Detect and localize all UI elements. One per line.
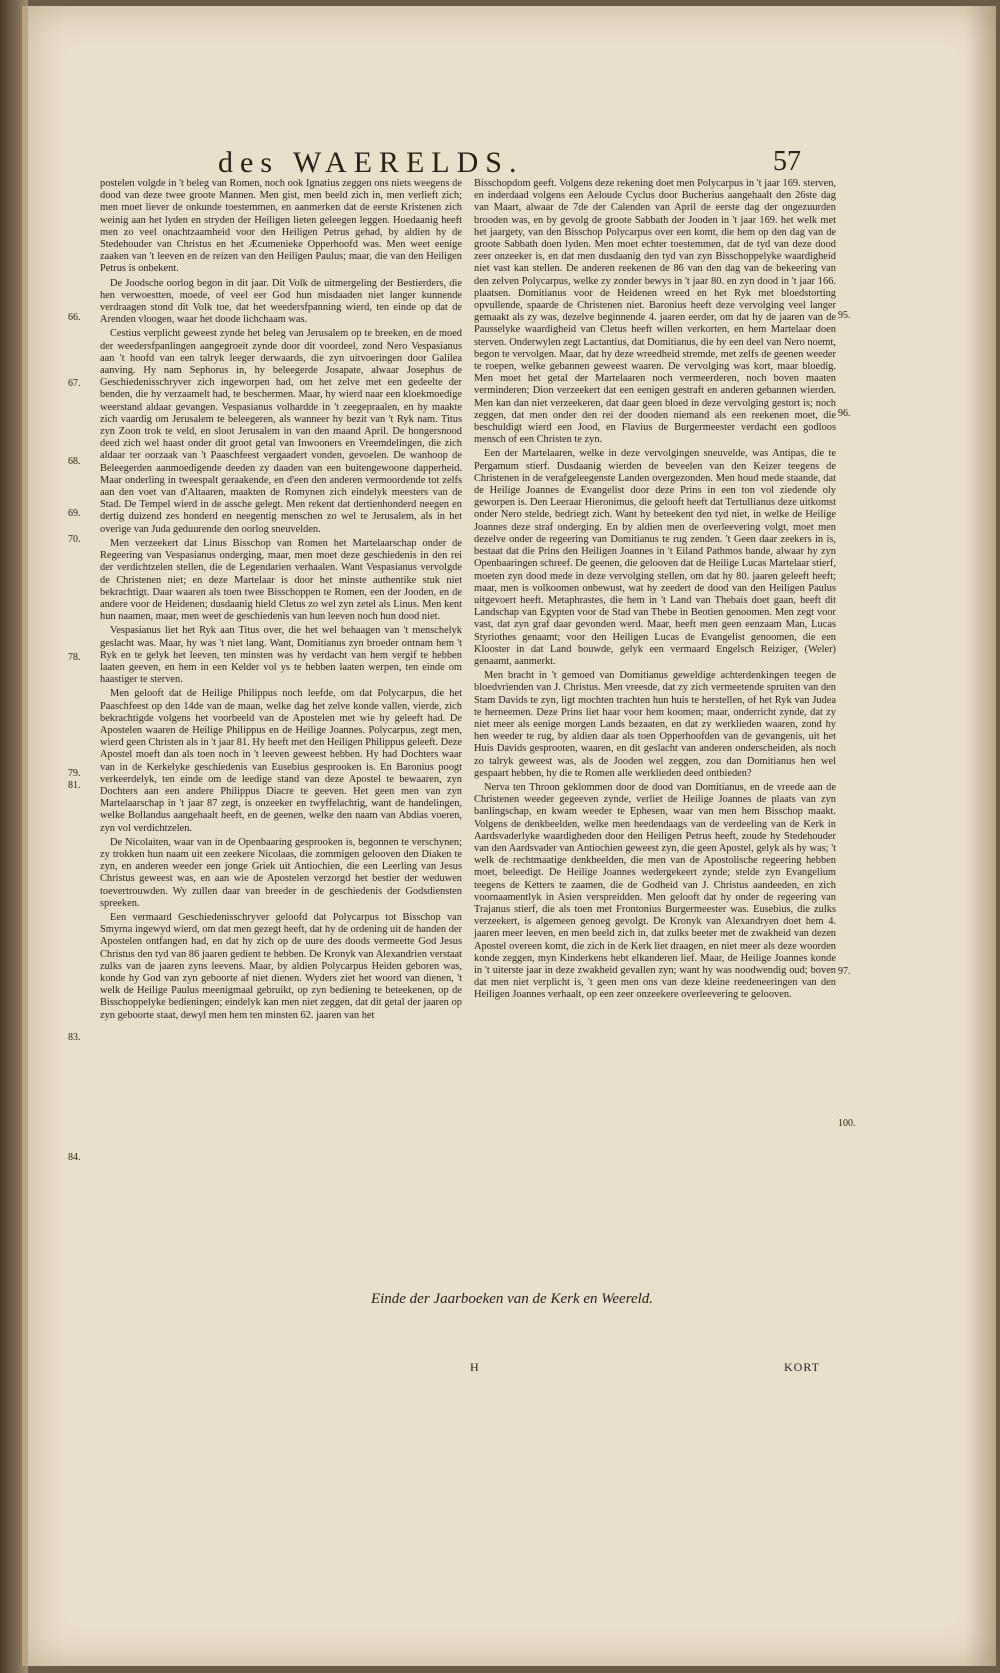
margin-note: 68. <box>68 456 81 467</box>
running-title: des WAERELDS. <box>218 146 524 179</box>
paragraph: De Nicolaiten, waar van in de Openbaaring gesprooken is, begonnen te verschynen; zy trokken hun naam uit een zeekere Nicolaas, die zommigen gelooven den Diaken te zyn, en anderen weeder een jonge Griek uit Antiochien, die een Leerling van Jesus Christus geweest was, en aan wie de Apostelen verzorgd het bestier der weduwen toevertrouwden. Wy zullen daar van breeder in de geschiedenis der Godsdiensten spreeken. <box>100 836 462 909</box>
end-note: Einde der Jaarboeken van de Kerk en Weereld. <box>370 1291 654 1307</box>
margin-note: 95. <box>838 310 851 321</box>
margin-note: 66. <box>68 312 81 323</box>
margin-note: 67. <box>68 378 81 389</box>
paragraph: Een der Martelaaren, welke in deze vervolgingen sneuvelde, was Antipas, die te Pergamum stierf. Dusdaanig wierden de beveelen van den Keizer teegens de Christenen in de verafgeleegenste Landen overgezonden. Men houd mede staande, dat de Heilige Joannes de Evangelist door deze Prins in een ton vol ziedende oly geworpen is. Den Leeraar Hieronimus, die gelooft heeft dat Tertullianus deze uitkomst onder Nero stelde, bedriegt zich. Want hy beteekent den tyd niet, in welke de Heilige Joannes deze straf onderging. En by aldien men de overleevering volgt, moet men dezelve onder de regeering van Domitianus te rug zenden. 't Geen daar zeekers in is, bestaat dat die Prins den Heiligen Joannes in 't Eiland Pathmos bande, alwaar hy zyn Openbaaringen schreef. De geenen, die gelooven dat de Heilige Lucas Martelaar stierf, moeten zyn dood mede in deze vervolging stellen, om dat hy 80. jaaren geleeft heeft; maar, men is volkoomen onbewust, wat hy zeedert de dood van den Heiligen Paulus uitgevoert heeft. Metaphrastes, die hem in 't Land van Thebais doet gaan, heeft dit Landschap van Egypten voor de Stad van Thebe in Beotien genoomen. Men zegt voor vast, dat zyn graf daar gevonden werd. Maar, heeft men geen eenzaam Man, Lucas Styriothes genaamt; voor den Heiligen Lucas de Evangelist genoomen, die een Klooster in dat Land bouwde, gelyk een vermaard Engelsch Reiziger, (Weler) genaamt, aanmerkt. <box>474 448 836 667</box>
paragraph: Vespasianus liet het Ryk aan Titus over, die het wel behaagen van 't menschelyk geslacht was. Maar, hy was 't niet lang. Want, Domitianus zyn broeder ontnam hem 't Ryk en te gelyk het leeven, ten minsten was hy verdacht van hem vergif te hebben laaten geeven, en hem in een Kelder vol ys te hebben laaten werpen, ten einde om haastiger te sterven. <box>100 625 462 686</box>
paragraph: Men bracht in 't gemoed van Domitianus geweldige achterdenkingen teegen de bloedvrienden van J. Christus. Men vreesde, dat zy zich vermeetende spruiten van den Stam Davids te zyn, ligt mochten trachten hun huis te herstellen, of het Ryk van Judea te herneemen. Deze Prins liet haar voor hem koomen; maar, onderricht zynde, dat zy niet meer als eenige morgen Lands bezaaten, en dat zy werklieden waaren, zond hy hen weeder te rug, by aldien daar als toen Opperhoofden van de gevangenis, uit het Huis Davids gesprooten, waaren, en dit geslacht van anderen onderscheiden, als noch zo talryk geweest was, als de Jooden wel zeggen, zou dan Domitianus hen wel gespaart hebben, hy die te Romen alle werklieden deed ontbieden? <box>474 670 836 779</box>
paragraph: Men gelooft dat de Heilige Philippus noch leefde, om dat Polycarpus, die het Paaschfeest op den 14de van de maan, welke dag het zelve konde vallen, vierde, zich bekrachtigde volgens het voorbeeld van de Apostelen met wie hy geleeft had. De Apostelen waaren de Heilige Philippus en de Heilige Joannes. Polycarpus, zegt men, wierd geen Christen als in 't jaar 81. Hy heeft met den Heiligen Philippus geleeft. Deze Apostel moeft dan als toen noch in 't leeven geweest hebben. Hy had Dochters waar van in de Kerkelyke geschiedenis van Eusebius gesprooken is. En Baronius poogt verkeerdelyk, ten einde om de leedige stand van deze Apostel te bewaaren, zyn Dochters aan een andere Philippus Diacre te geeven. Het geen men van zyn Martelaarschap in 't jaar 87 zegt, is onzeeker en twyffelachtig, want de handelingen, welke Bollandus aangehaalt heeft, en de geenen, welke den naam van Abdias voeren, zyn vol verdichtzelen. <box>100 688 462 834</box>
paragraph: Bisschopdom geeft. Volgens deze rekening doet men Polycarpus in 't jaar 169. sterven, en inderdaad volgens een Aeloude Cyclus door Bucherius aangehaalt den 26ste dag van Maart, alwaar de 7de der Calenden van April de eerste dag der ongezuurden brooden was, en by gevolg de groote Sabbath der Jooden in 't jaar 169. het welk met het jaargety, van den Bisschop Polycarpus over een komt, die hem op den dag van de groote Sabbath doen lyden. Men moet echter toestemmen, dat de tyd van deze dood zeer onzeeker is, en dat men dusdaanig den tyd van zyn Bisschoppelyke waardigheid niet vast kan stellen. De anderen reekenen de 86 van den dag van de bekeering van den zelven Polycarpus, welke zy zonder bewys in 't jaar 80. en zyn dood in 't jaar 166. plaatsen. Domitianus voor de Heidenen wreed en het Ryk met bloedstorting opvullende, spaarde de Christenen niet. Baronius heeft deze vervolging veel langer gemaakt als zy was, dezelve beginnende 4. jaaren eerder, om dat hy de jaaren van de Pausselyke waardigheid van Cletus heeft willen verkorten, en hem Martelaar doen sterven. Onderwylen zegt Lactantius, dat Domitianus, die hy een deel van Nero noemt, begon te vervolgen. Maar, dat hy deze wreedheid stremde, met zelfs de geenen weeder te roepen, welke gebannen geweest waaren. De vervolging was kort, maar bloedig. Men moet het getal der Martelaaren noch vermeerderen, noch boven maaten verminderen; Dion verzeekert dat een eenigen gestraft en anderen gebannen wierden. Men kan dan niet verzeekeren, dat daar geen bloed in deze vervolging gestort is; noch zeggen, dat men onder den rei der dooden niemand als een reekenen moet, die beschuldigt wierd een Jood, en Flavius de Burgermeester verdacht een godloos mensch of een Christen te zyn. <box>474 178 836 446</box>
book-page <box>22 6 996 1666</box>
paragraph: postelen volgde in 't beleg van Romen, noch ook Ignatius zeggen ons niets weegens de dood van deze twee groote Mannen. Men gist, men beeld zich in, men verlieft zich; men moet liever de onkunde toestemmen, en aanmerken dat de eerste Kristenen zich weinig aan het lyden en stryden der Heiligen lieten geleegen leggen. Hoedaanig heeft men zo veel onachtzaamheid voor den Heiligen Petrus gehad, by aldien hy de Stedehouder van Christus en het Æcumenieke Opperhoofd was. Men weet eenige zaaken van 't leeven en de reizen van den Heiligen Paulus; maar, die van den Heiligen Petrus is onbekent. <box>100 178 462 275</box>
page-edge-stain <box>966 6 996 1666</box>
margin-note: 81. <box>68 780 81 791</box>
page-number: 57 <box>773 146 801 177</box>
paragraph: Men verzeekert dat Linus Bisschop van Romen het Martelaarschap onder de Regeering van Vespasianus onderging, maar, men moet deze geschiedenis in den rei der verdichtzelen stellen, die de Legendarien verhaalen. Want Vespasianus vervolgde de Christenen niet; en deze Martelaar is door het minste authentike stuk niet bekrachtigt. Daar waaren als toen twee Bisschoppen te Romen, een der Jooden, en de andere voor de Heidenen; dusdaanig hield Cletus zo wel zyn zetel als Linus. Men kent hun naamen, maar, men weet de geschiedenis van hun leeven noch hun dood niet. <box>100 537 462 623</box>
right-column <box>474 178 836 1004</box>
margin-note: 78. <box>68 652 81 663</box>
paragraph: Nerva ten Throon geklommen door de dood van Domitianus, en de vreede aan de Christenen weeder gegeeven zynde, verliet de Heilige Joannes de plaats van zyn banlingschap, en kwam weeder te Ephesen, waar van men hem Bisschop maakt. Volgens de denkbeelden, welke men heedendaags van de verdeeling van de Kerk in Aardsvaderlyke waardigheden door den Heiligen Petrus heeft, zoude hy Stedehouder van den Aardsvader van Antiochien geweest zyn, die geen Apostel, gelyk als hy was; 't welk de rechtmaatige denkbeelden, die men van de Apostolische regeering hebben moet, beleedigt. De Heilige Joannes wedergekeert zynde; stelde zyn Evangelium teegens de Ketters te zaamen, die de Godheid van J. Christus aandeeden, en zich voornaamentlyk in Asien verspreidden. Men gelooft dat hy onder de regeering van Trajanus stierf, die als toen met Frontonius Burgermeester was. Eusebius, die zulks verzeekert, is algemeen genoeg gevolgt. De Kronyk van Alexandryen doet hem 4. jaaren meer leeven, en men beeld zich in, dat zulks beeter met de zwakheid van dezen Apostel overeen komt, die zich in de Kerk liet draagen, en niet meer als deze woorden konde zeggen, myn Kinderkens hebt elkanderen lief. Maar, de Heilige Joannes konde in 't uiterste jaar in deze zwakheid gevallen zyn; want hy was noodwendig oud; boven dat men niet verplicht is, 't geen men ons van deze kleine reedeneeringen van den Heiligen Joannes verhaalt, op een zeer onzeekere overleevering te gelooven. <box>474 781 836 1001</box>
margin-note: 79. <box>68 768 81 779</box>
margin-note: 97. <box>838 966 851 977</box>
margin-note: 96. <box>838 408 851 419</box>
margin-note: 83. <box>68 1032 81 1043</box>
catchword: KORT <box>784 1360 820 1374</box>
paragraph: Cestius verplicht geweest zynde het beleg van Jerusalem op te breeken, en de moed der weedersfpanlingen aangegroeit zynde door dit voordeel, zond Nero Vespasianus aan 't hoofd van een talryk leeger derwaards, die zyn uitvoeringen door Galilea aanving. Hy nam Sephorus in, hy beleegerde Josapate, alwaar Josephus de Geschiedenisschryver zich ingeworpen had, om het zelve met een gedeelte der benden, die hy verzaamelt had, te beschermen. Maar, hy wierd naar een kloekmoedige weerstand aldaar gevangen. Vespasianus volhardde in 't zeegepraalen, en hy maakte zich vaardig om Jerusalem te beleegeren, als wanneer hy bezit van 't Ryk nam. Titus zyn Zoon trok te veld, en sloot Jerusalem in van den maand April. De hongersnood deed zich wel haast onder dit groot getal van Inwooners en Vreemdelingen, die zich aldaar ter oorzaak van 't Paaschfeest vergaadert vonden, gevoelen. De wanhoop de Beleegerden aanmoedigende deeden zy daaden van een buitengewoone dapperheid. Maar onderling in tweespalt geraakende, en d'een den anderen vermoordende tot zelfs aan den voet van d'Altaaren, maakten de Romynen zich eindelyk meesters van de Stad. De Tempel wierd in de assche gelegt. Men rekent dat dertienhonderd neegen en dertig duizend zes honderd en neegentig menschen zo wel te Jerusalem, als in het overige van Juda geduurende den oorlog sneuvelden. <box>100 328 462 535</box>
paragraph: De Joodsche oorlog begon in dit jaar. Dit Volk de uitmergeling der Bestierders, die hen verwoestten, moede, of veel eer God hun misdaaden niet langer kunnende verdraagen stond dit Volk toe, dat het weedersfpanning wierd, ten einde op dat de Arenden vloogen, waar het doode lichchaam was. <box>100 277 462 326</box>
margin-note: 84. <box>68 1152 81 1163</box>
margin-note: 100. <box>838 1118 856 1129</box>
paragraph: Een vermaard Geschiedenisschryver geloofd dat Polycarpus tot Bisschop van Smyrna ingewyd wierd, om dat men gezegt heeft, dat hy de ordening uit de handen der Apostelen ontfangen had, en dat hy zich op de uure des doods vermeette God Jesus Christus den tyd van 86 jaaren gedient te hebben. De Kronyk van Alexandrien verstaat zulks van de jaaren zyns leevens. Maar, by aldien Polycarpus Heiden geboren was, konde hy God van zyn geboorte af niet dienen. Wyders ziet het woord van dienen, 't welk de Heilige Paulus meenigmaal gebruikt, op zyn bediening te beteekenen, op de Bisschoppelyke bedieningen; eindelyk kan men niet zeggen, dat dit getal der jaaren op zyn geboorte staat, dewyl men hem ten minsten 62. jaaren van het <box>100 911 462 1021</box>
signature-mark: H <box>470 1360 479 1374</box>
left-column <box>100 178 462 1024</box>
margin-note: 69. <box>68 508 81 519</box>
margin-note: 70. <box>68 534 81 545</box>
